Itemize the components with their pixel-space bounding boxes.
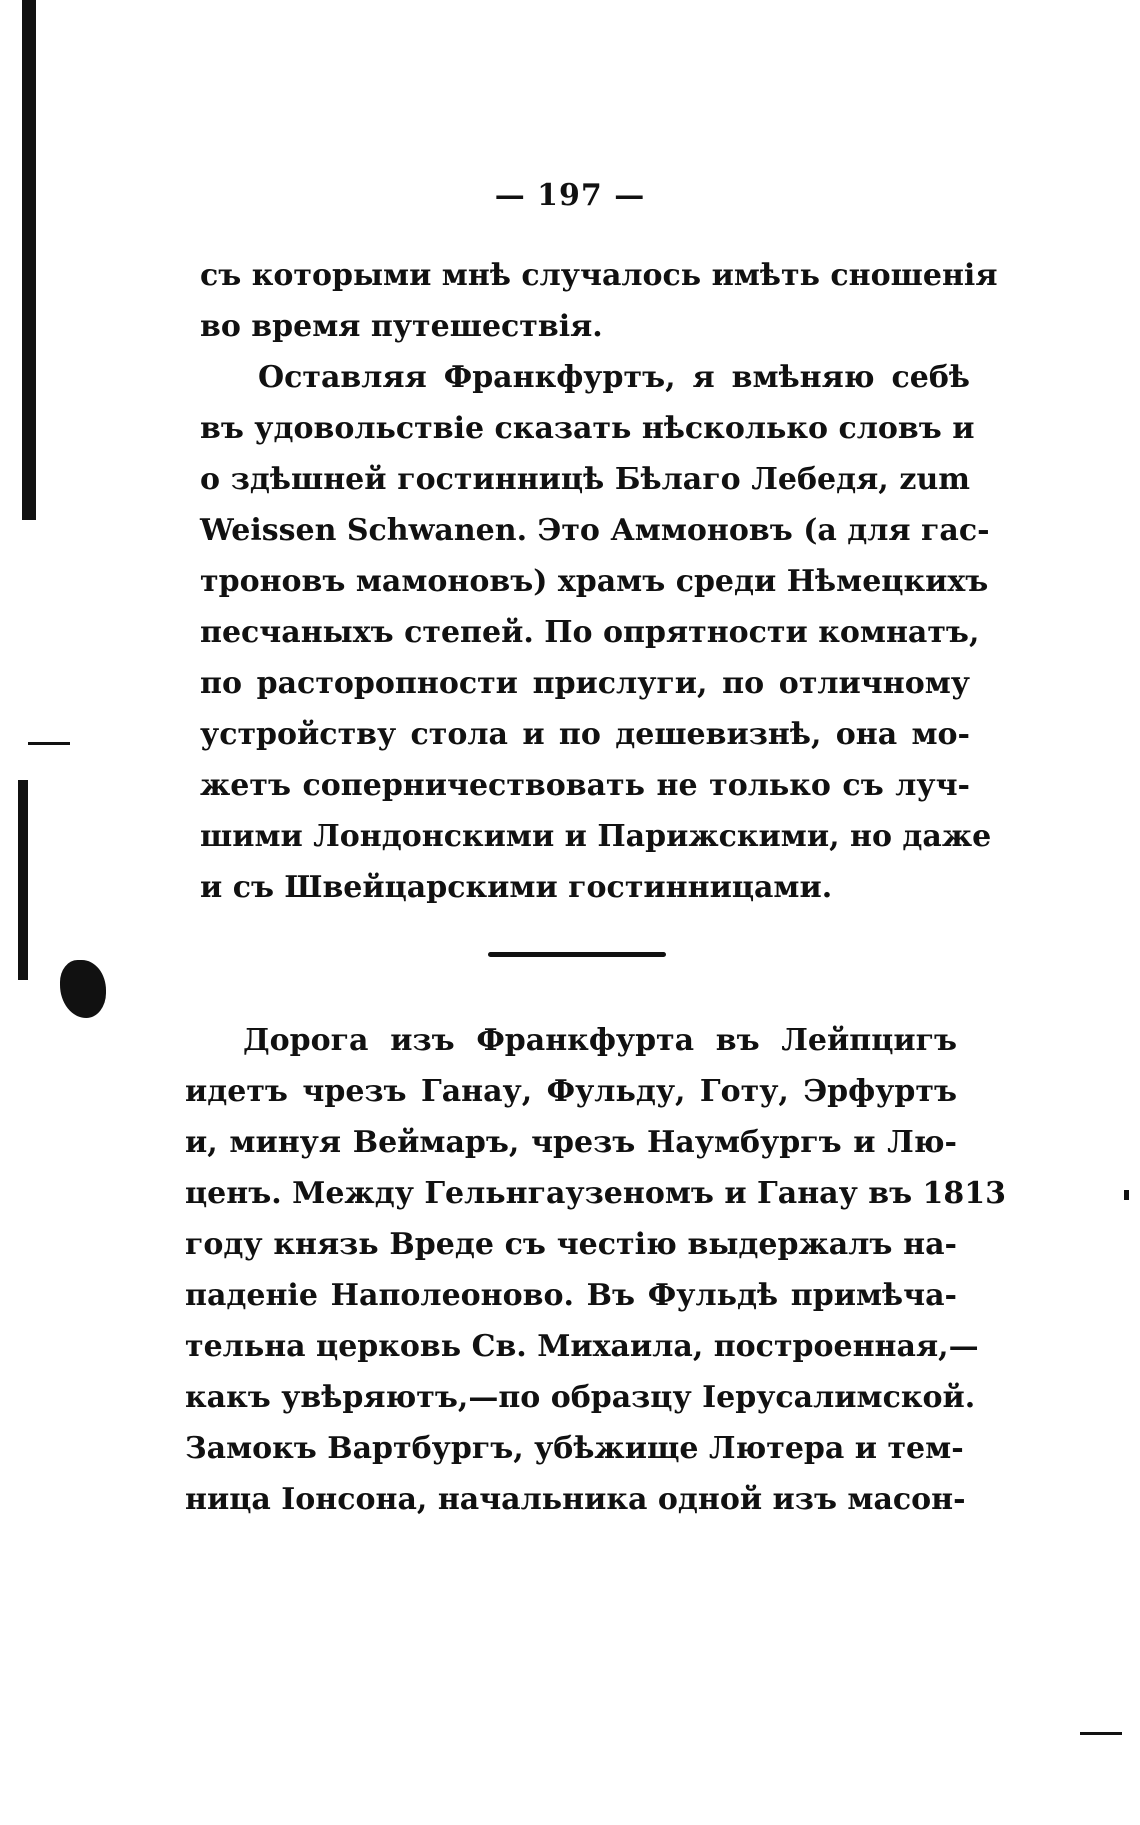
ink-blot (60, 960, 106, 1018)
text-line: паденіе Наполеоново. Въ Фульдѣ примѣча- (185, 1278, 957, 1313)
text-line: по расторопности прислуги, по отличному (200, 666, 970, 701)
text-line: тельна церковь Св. Михаила, построенная,— (185, 1329, 979, 1364)
text-line: жетъ соперничествовать не только съ луч- (200, 768, 970, 803)
text-line: шими Лондонскими и Парижскими, но даже (200, 819, 992, 854)
text-line: году князь Вреде съ честію выдержалъ на- (185, 1227, 957, 1262)
paragraph-continuation (200, 250, 998, 352)
scan-edge-shadow (18, 780, 28, 980)
page-number: — 197 — (494, 178, 646, 213)
text-block-lower (185, 1015, 1007, 1525)
scan-mark (1124, 1190, 1129, 1200)
text-line: устройству стола и по дешевизнѣ, она мо- (200, 717, 970, 752)
text-line: ница Іонсона, начальника одной изъ масон- (185, 1482, 966, 1517)
paragraph-hotel (200, 352, 992, 913)
text-line: во время путешествія. (200, 309, 603, 344)
scan-mark (28, 742, 70, 745)
section-separator (488, 952, 666, 957)
text-line: Weissen Schwanen. Это Аммоновъ (а для гас- (200, 513, 990, 548)
text-line: идетъ чрезъ Ганау, Фульду, Готу, Эрфуртъ (185, 1074, 957, 1109)
text-block-upper (200, 250, 998, 913)
paragraph-road (185, 1015, 1007, 1525)
text-line: троновъ мамоновъ) храмъ среди Нѣмецкихъ (200, 564, 989, 599)
text-line: какъ увѣряютъ,—по образцу Іерусалимской. (185, 1380, 976, 1415)
text-line: и съ Швейцарскими гостинницами. (200, 870, 833, 905)
text-line: о здѣшней гостинницѣ Бѣлаго Лебедя, zum (200, 462, 970, 497)
text-line: Замокъ Вартбургъ, убѣжище Лютера и тем- (185, 1431, 964, 1466)
text-line: Оставляя Франкфуртъ, я вмѣняю себѣ (258, 360, 970, 395)
scan-edge-shadow (22, 0, 36, 520)
text-line: и, минуя Веймаръ, чрезъ Наумбургъ и Лю- (185, 1125, 957, 1160)
text-line: съ которыми мнѣ случалось имѣть сношенія (200, 258, 998, 293)
text-line: песчаныхъ степей. По опрятности комнатъ, (200, 615, 980, 650)
text-line: Дорога изъ Франкфурта въ Лейпцигъ (243, 1023, 957, 1058)
text-line: въ удовольствіе сказать нѣсколько словъ и (200, 411, 975, 446)
text-line: ценъ. Между Гельнгаузеномъ и Ганау въ 1813 (185, 1176, 1007, 1211)
scan-mark (1080, 1732, 1122, 1735)
